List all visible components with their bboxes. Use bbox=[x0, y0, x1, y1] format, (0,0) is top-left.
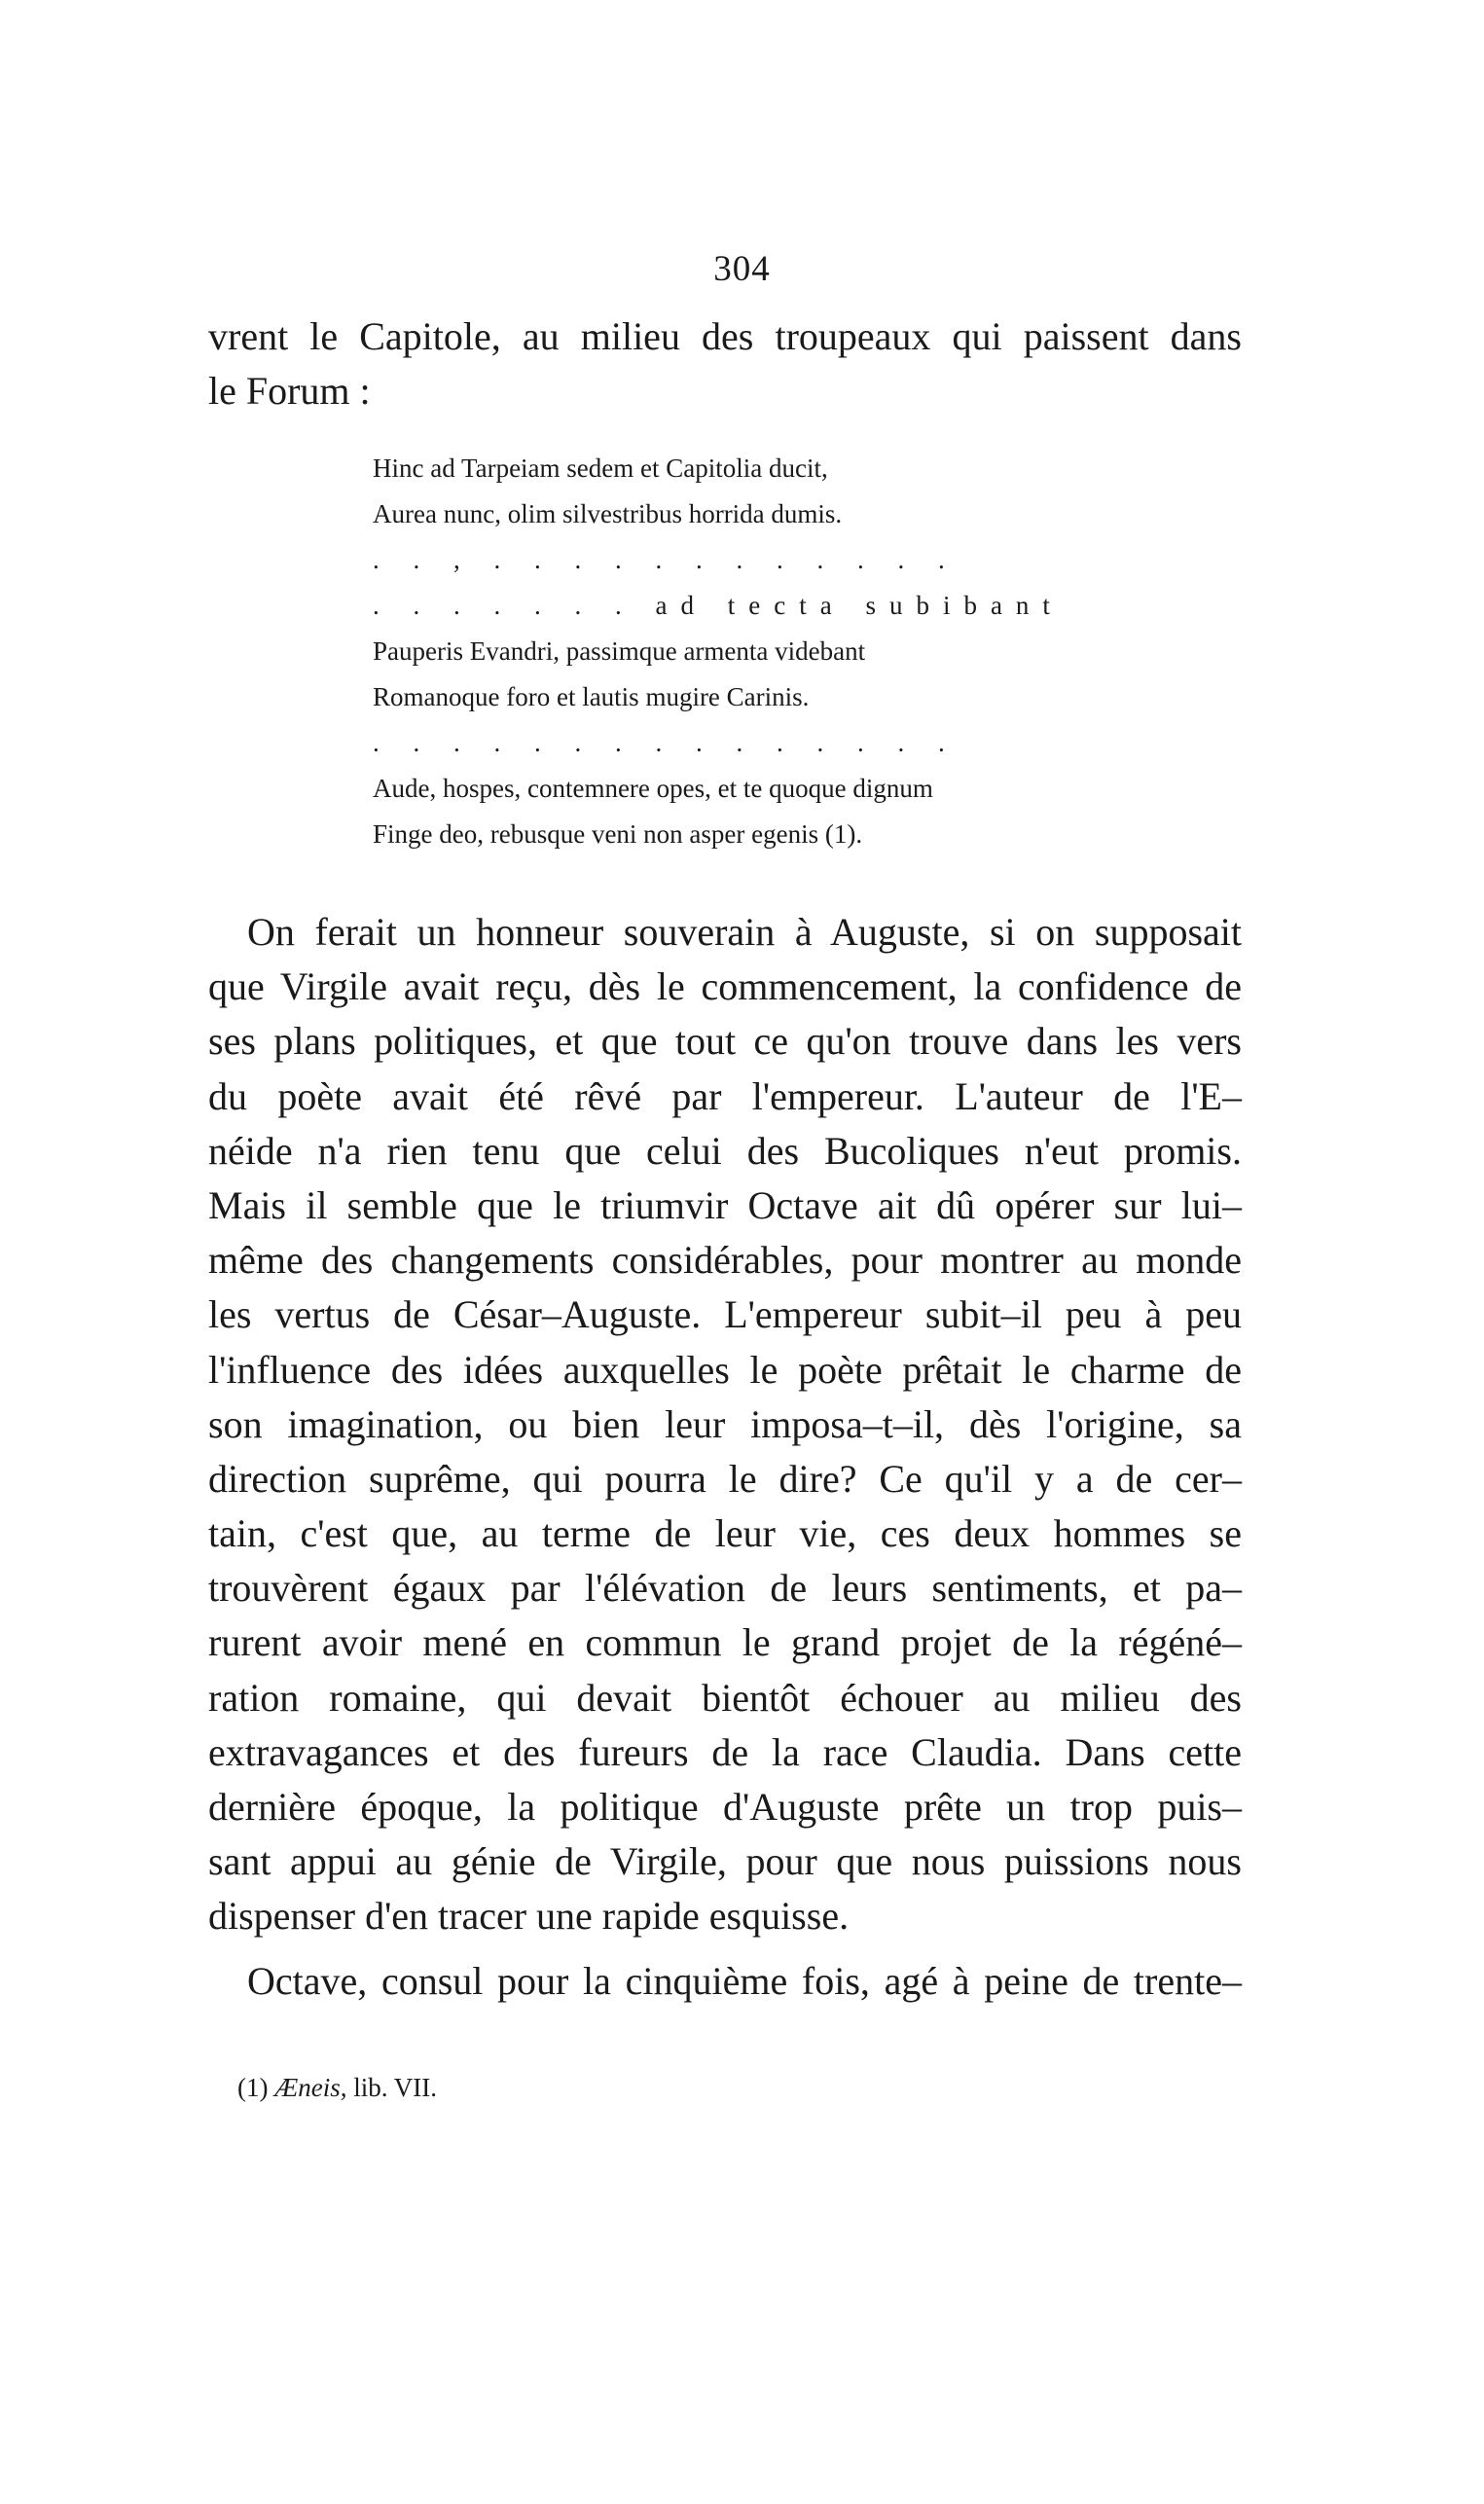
text-line: sant appui au génie de Virgile, pour que nous puissions nous bbox=[208, 1839, 1242, 1884]
text-line: le Forum : bbox=[208, 369, 371, 413]
body-text bbox=[208, 905, 1242, 2009]
text-line: néide n'a rien tenu que celui des Bucoliques n'eut promis. bbox=[208, 1128, 1242, 1173]
text-line: vrent le Capitole, au milieu des troupeaux qui paissent dans bbox=[208, 314, 1242, 358]
text-line: les vertus de César–Auguste. L'empereur subit–il peu à peu bbox=[208, 1292, 1242, 1337]
paragraph-gap bbox=[208, 1944, 1242, 1954]
intro-text bbox=[208, 309, 1242, 418]
text-line: même des changements considérables, pour montrer au monde bbox=[208, 1238, 1242, 1283]
verse-line: Aude, hospes, contemnere opes, et te quoque dignum bbox=[373, 774, 933, 803]
text-line: l'influence des idées auxquelles le poète prêtait le charme de bbox=[208, 1347, 1242, 1392]
verse-line: Aurea nunc, olim silvestribus horrida dumis. bbox=[373, 499, 843, 528]
text-line: tain, c'est que, au terme de leur vie, ces deux hommes se bbox=[208, 1511, 1242, 1556]
latin-verse-quote bbox=[373, 446, 1112, 857]
footnote-marker: (1) bbox=[237, 2073, 269, 2102]
footnote-reference: lib. VII. bbox=[353, 2073, 437, 2102]
page-number: 304 bbox=[713, 249, 771, 289]
verse-line: Pauperis Evandri, passimque armenta videbant bbox=[373, 636, 866, 666]
footnote-title: Æneis, bbox=[274, 2073, 347, 2102]
text-line: direction suprême, qui pourra le dire? Ce qu'il y a de cer– bbox=[208, 1456, 1242, 1501]
verse-line: Hinc ad Tarpeiam sedem et Capitolia ducit, bbox=[373, 454, 828, 483]
text-line: Mais il semble que le triumvir Octave ait dû opérer sur lui– bbox=[208, 1182, 1242, 1227]
text-line: extravagances et des fureurs de la race Claudia. Dans cette bbox=[208, 1729, 1242, 1774]
verse-line: Romanoque foro et lautis mugire Carinis. bbox=[373, 682, 810, 711]
text-line: Octave, consul pour la cinquième fois, agé à peine de trente– bbox=[247, 1958, 1242, 2003]
text-line: ration romaine, qui devait bientôt échouer au milieu des bbox=[208, 1675, 1242, 1720]
text-line: son imagination, ou bien leur imposa–t–il, dès l'origine, sa bbox=[208, 1401, 1242, 1446]
text-line: rurent avoir mené en commun le grand projet de la régéné– bbox=[208, 1620, 1242, 1665]
text-line: On ferait un honneur souverain à Auguste, si on supposait bbox=[247, 910, 1242, 954]
text-line: ses plans politiques, et que tout ce qu'on trouve dans les vers bbox=[208, 1019, 1242, 1064]
verse-ellipsis: . . . . . . . . . . . . . . . bbox=[373, 728, 959, 757]
footnote bbox=[237, 2073, 437, 2103]
verse-ellipsis: . . , . . . . . . . . . . . . bbox=[373, 545, 959, 574]
text-line: du poète avait été rêvé par l'empereur. L'auteur de l'E– bbox=[208, 1073, 1242, 1118]
text-line: trouvèrent égaux par l'élévation de leurs sentiments, et pa– bbox=[208, 1566, 1242, 1611]
verse-line: . . . . . . . ad tecta subibant bbox=[373, 591, 1064, 620]
verse-line: Finge deo, rebusque veni non asper egenis (1). bbox=[373, 819, 863, 849]
text-line: dispenser d'en tracer une rapide esquisse. bbox=[208, 1894, 850, 1939]
text-line: dernière époque, la politique d'Auguste prête un trop puis– bbox=[208, 1785, 1242, 1829]
text-line: que Virgile avait reçu, dès le commencement, la confidence de bbox=[208, 964, 1242, 1009]
